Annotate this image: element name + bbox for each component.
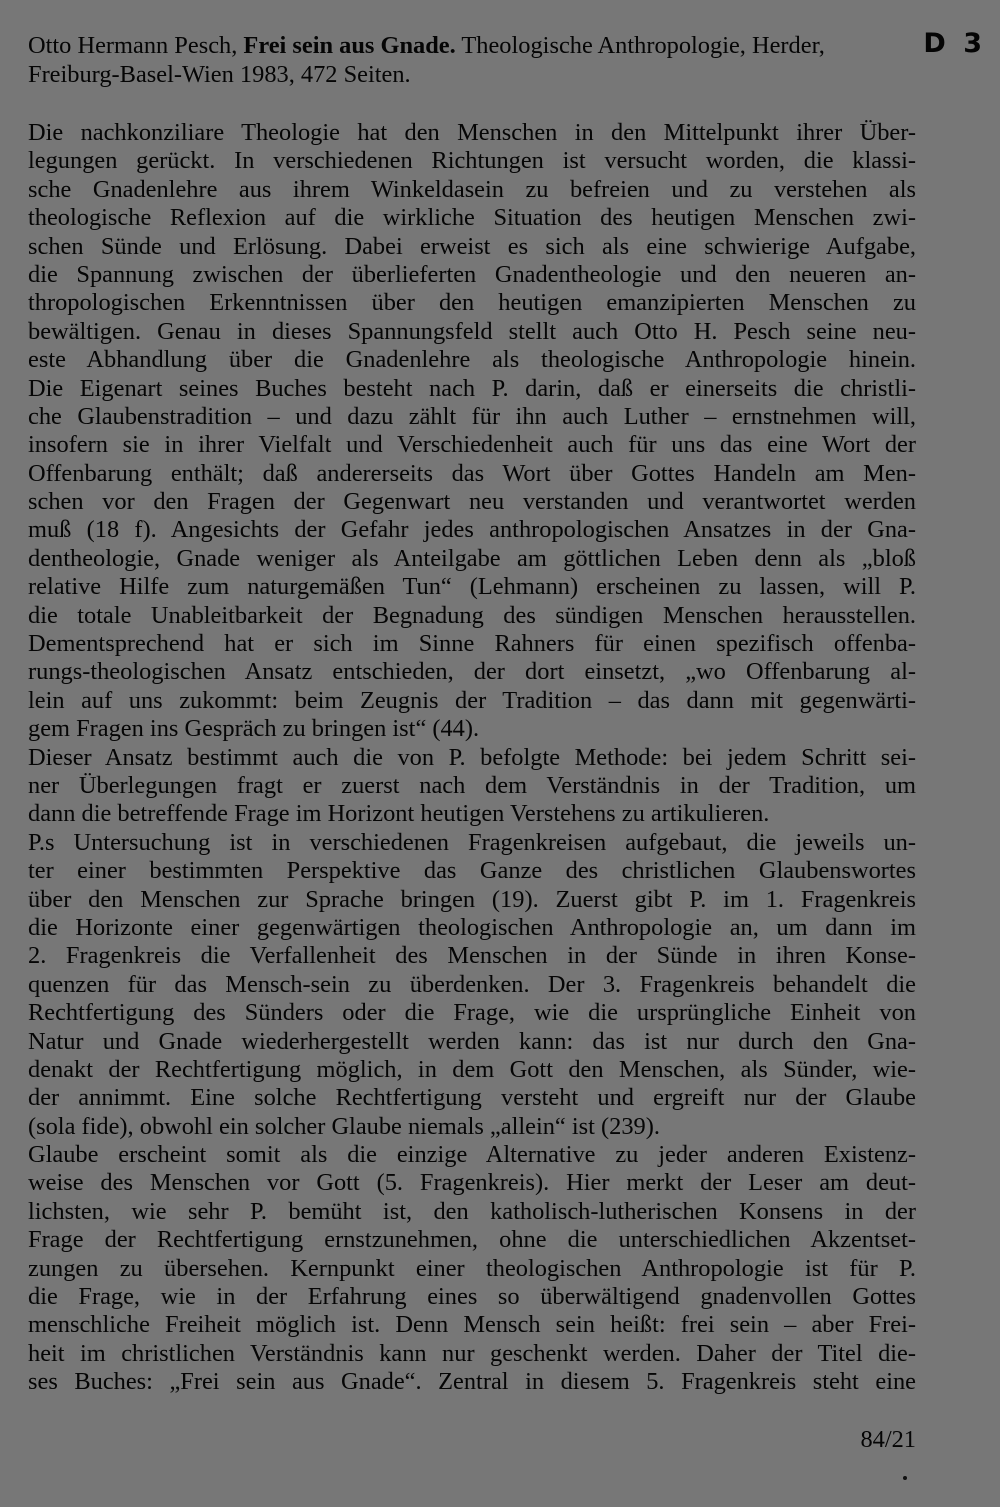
text-line: schen vor den Fragen der Gegenwart neu verstanden und verantwortet werden — [28, 488, 916, 516]
text-line: der annimmt. Eine solche Rechtfertigung versteht und ergreift nur der Glaube — [28, 1084, 916, 1112]
text-line: gem Fragen ins Gespräch zu bringen ist“ (44). — [28, 715, 480, 743]
citation-author: Otto Hermann Pesch, — [28, 32, 244, 59]
text-line: die Horizonte einer gegenwärtigen theologischen Anthropologie an, um dann im — [28, 913, 916, 941]
text-line: heit im christlichen Verständnis kann nur geschenkt werden. Daher der Titel die- — [28, 1339, 916, 1367]
citation-line-1 — [28, 31, 928, 60]
citation-title: Frei sein aus Gnade. — [243, 32, 456, 59]
text-line: denakt der Rechtfertigung möglich, in dem Gott den Menschen, als Sünder, wie- — [28, 1055, 916, 1083]
text-line: rungs-theologischen Ansatz entschieden, der dort einsetzt, „wo Offenbarung al- — [28, 658, 916, 686]
text-line: Dementsprechend hat er sich im Sinne Rahners für einen spezifisch offenba- — [28, 630, 916, 658]
text-line: die totale Unableitbarkeit der Begnadung des sündigen Menschen herausstellen. — [28, 601, 916, 629]
text-line: ses Buches: „Frei sein aus Gnade“. Zentral in diesem 5. Fragenkreis steht eine — [28, 1368, 916, 1396]
text-line: schen Sünde und Erlösung. Dabei erweist es sich als eine schwierige Aufgabe, — [28, 232, 916, 260]
text-line: dentheologie, Gnade weniger als Anteilgabe am göttlichen Leben denn als „bloß — [28, 544, 916, 572]
document-tag: D 3 — [923, 28, 986, 59]
text-line: muß (18 f). Angesichts der Gefahr jedes anthropologischen Ansatzes in der Gna- — [28, 516, 916, 544]
text-line: die Spannung zwischen der überlieferten Gnadentheologie und den neueren an- — [28, 260, 916, 288]
text-line: legungen gerückt. In verschiedenen Richtungen ist versucht worden, die klassi- — [28, 147, 916, 175]
page-number: 84/21 — [860, 1426, 916, 1453]
text-line: Glaube erscheint somit als die einzige Alternative zu jeder anderen Existenz- — [28, 1141, 916, 1169]
review-body — [28, 119, 916, 1397]
citation-header — [28, 31, 928, 89]
text-line: P.s Untersuchung ist in verschiedenen Fragenkreisen aufgebaut, die jeweils un- — [28, 828, 916, 856]
text-line: insofern sie in ihrer Vielfalt und Verschiedenheit auch für uns das eine Wort der — [28, 431, 916, 459]
text-line: lein auf uns zukommt: beim Zeugnis der Tradition – das dann mit gegenwärti- — [28, 686, 916, 714]
text-line: 2. Fragenkreis die Verfallenheit des Menschen in der Sünde in ihren Konse- — [28, 942, 916, 970]
text-line: bewältigen. Genau in dieses Spannungsfeld stellt auch Otto H. Pesch seine neu- — [28, 317, 916, 345]
text-line: menschliche Freiheit möglich ist. Denn Mensch sein heißt: frei sein – aber Frei- — [28, 1311, 916, 1339]
citation-publisher: Theologische Anthropologie, Herder, — [455, 32, 825, 59]
text-line: ner Überlegungen fragt er zuerst nach dem Verständnis in der Tradition, um — [28, 771, 916, 799]
text-line: über den Menschen zur Sprache bringen (19). Zuerst gibt P. im 1. Fragenkreis — [28, 885, 916, 913]
text-line: ter einer bestimmten Perspektive das Ganze des christlichen Glaubenswortes — [28, 857, 916, 885]
text-line: thropologischen Erkenntnissen über den heutigen emanzipierten Menschen zu — [28, 289, 916, 317]
text-line: Die nachkonziliare Theologie hat den Menschen in den Mittelpunkt ihrer Über- — [28, 119, 916, 146]
speck-mark — [903, 1476, 907, 1480]
text-line: este Abhandlung über die Gnadenlehre als theologische Anthropologie hinein. — [28, 346, 916, 374]
text-line: theologische Reflexion auf die wirkliche Situation des heutigen Menschen zwi- — [28, 204, 916, 232]
text-line: Rechtfertigung des Sünders oder die Frage, wie die ursprüngliche Einheit von — [28, 999, 916, 1027]
text-line: Offenbarung enthält; daß andererseits das Wort über Gottes Handeln am Men- — [28, 459, 916, 487]
text-line: zungen zu übersehen. Kernpunkt einer theologischen Anthropologie ist für P. — [28, 1254, 916, 1282]
text-line: Frage der Rechtfertigung ernstzunehmen, ohne die unterschiedlichen Akzentset- — [28, 1226, 916, 1254]
text-line: Dieser Ansatz bestimmt auch die von P. befolgte Methode: bei jedem Schritt sei- — [28, 743, 916, 771]
text-line: dann die betreffende Frage im Horizont heutigen Verstehens zu artikulieren. — [28, 800, 770, 828]
text-line: relative Hilfe zum naturgemäßen Tun“ (Lehmann) erscheinen zu lassen, will P. — [28, 573, 916, 601]
text-line: quenzen für das Mensch-sein zu überdenken. Der 3. Fragenkreis behandelt die — [28, 970, 916, 998]
text-line: lichsten, wie sehr P. bemüht ist, den katholisch-lutherischen Konsens in der — [28, 1197, 916, 1225]
text-line: Natur und Gnade wiederhergestellt werden kann: das ist nur durch den Gna- — [28, 1027, 916, 1055]
text-line: die Frage, wie in der Erfahrung eines so überwältigend gnadenvollen Gottes — [28, 1283, 916, 1311]
text-line: Die Eigenart seines Buches besteht nach P. darin, daß er einerseits die christli- — [28, 374, 916, 402]
text-line: (sola fide), obwohl ein solcher Glaube niemals „allein“ ist (239). — [28, 1112, 660, 1140]
text-line: sche Gnadenlehre aus ihrem Winkeldasein zu befreien und zu verstehen als — [28, 175, 916, 203]
text-line: che Glaubenstradition – und dazu zählt für ihn auch Luther – ernstnehmen will, — [28, 402, 916, 430]
text-line: weise des Menschen vor Gott (5. Fragenkreis). Hier merkt der Leser am deut- — [28, 1169, 916, 1197]
citation-line-2: Freiburg-Basel-Wien 1983, 472 Seiten. — [28, 61, 411, 88]
